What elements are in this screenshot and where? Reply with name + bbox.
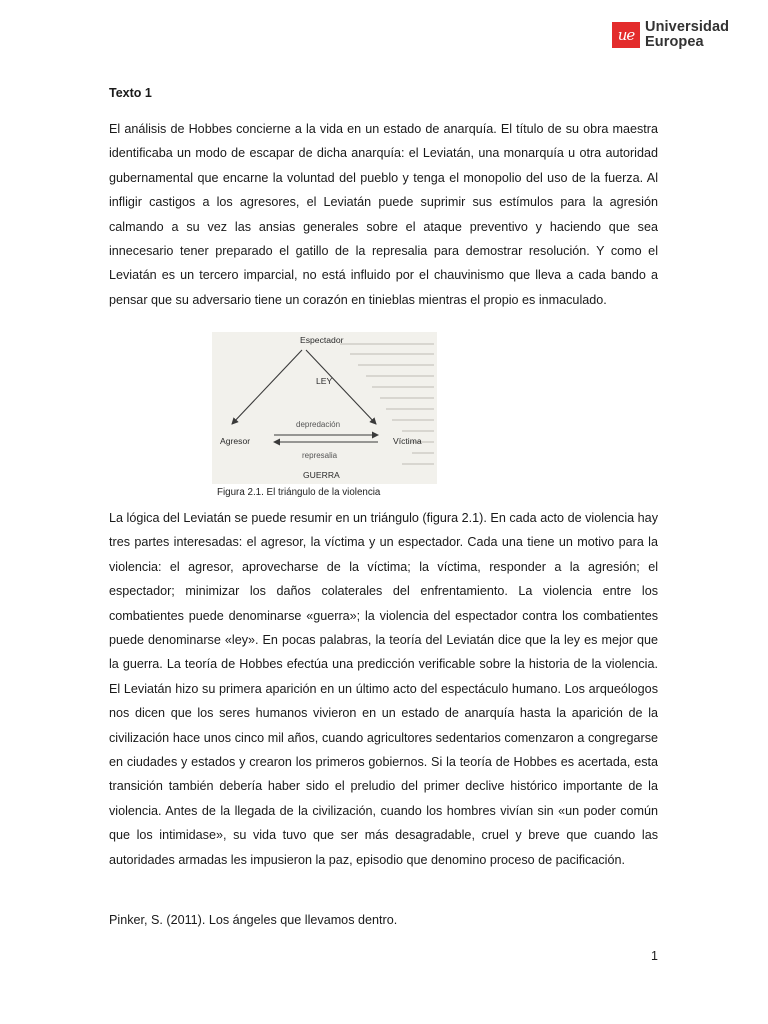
- citation: Pinker, S. (2011). Los ángeles que llevamos dentro.: [109, 913, 398, 927]
- label-depredacion: depredación: [296, 420, 341, 429]
- background-texture: [340, 344, 434, 464]
- arrow-to-victima: [306, 350, 376, 424]
- arrow-to-agresor: [232, 350, 302, 424]
- page-number: 1: [651, 949, 658, 963]
- paragraph-2: La lógica del Leviatán se puede resumir en un triángulo (figura 2.1). En cada acto de violencia hay tres partes interesadas: el agresor, la víctima y un espectador. Cada una tiene un motivo para la violencia: el agresor, aprovecharse de la víctima; la víctima, responder a la agresión; el espectador; minimizar los daños colaterales del enfrentamiento. La violencia entre los combatientes puede denominarse «guerra»; la violencia del espectador contra los combatientes puede denominarse «ley». En pocas palabras, la teoría del Leviatán dice que la ley es mejor que la guerra. La teoría de Hobbes efectúa una predicción verificable sobre la historia de la violencia. El Leviatán hizo su primera aparición en un último acto del espectáculo humano. Los arqueólogos nos dicen que los seres humanos vivieron en un estado de anarquía hasta la aparición de la civilización hace unos cinco mil años, cuando agricultores sedentarios comenzaron a congregarse en ciudades y estados y crearon los primeros gobiernos. Si la teoría de Hobbes es acertada, esta transición también debería haber sido el preludio del primer declive histórico importante de la violencia. Antes de la llegada de la civilización, cuando los hombres vivían sin «un poder común que los intimidase», su vida tuvo que ser más desagradable, cruel y breve que cuando las autoridades armadas les impusieron la paz, episodio que denomino proceso de pacificación.: [109, 511, 658, 867]
- label-agresor: Agresor: [220, 436, 251, 446]
- figure-caption: Figura 2.1. El triángulo de la violencia: [217, 487, 381, 498]
- logo-wordmark: Universidad Europea: [645, 19, 730, 50]
- label-victima: Víctima: [393, 436, 422, 446]
- label-guerra: GUERRA: [303, 470, 340, 480]
- label-represalia: represalia: [302, 451, 338, 460]
- triangle-diagram: [212, 332, 437, 484]
- university-logo: [612, 20, 732, 52]
- label-ley: LEY: [316, 376, 333, 386]
- label-espectador: Espectador: [300, 335, 344, 345]
- document-heading: Texto 1: [109, 86, 152, 100]
- logo-mark-icon: ue: [612, 22, 640, 48]
- violence-triangle-figure: [212, 332, 437, 484]
- paragraph-1: El análisis de Hobbes concierne a la vida en un estado de anarquía. El título de su obra maestra identificaba un modo de escapar de dicha anarquía: el Leviatán, una monarquía u otra autoridad gubernamental que encarne la voluntad del pueblo y tenga el monopolio del uso de la fuerza. Al infligir castigos a los agresores, el Leviatán puede suprimir sus estímulos para la agresión calmando a su vez las ansias generales sobre el ataque preventivo y haciendo que sea innecesario tener preparado el gatillo de la represalia para demostrar resolución. Y como el Leviatán es un tercero imparcial, no está influido por el chauvinismo que lleva a cada bando a pensar que su adversario tiene un corazón en tinieblas mientras el propio es inmaculado.: [109, 122, 658, 307]
